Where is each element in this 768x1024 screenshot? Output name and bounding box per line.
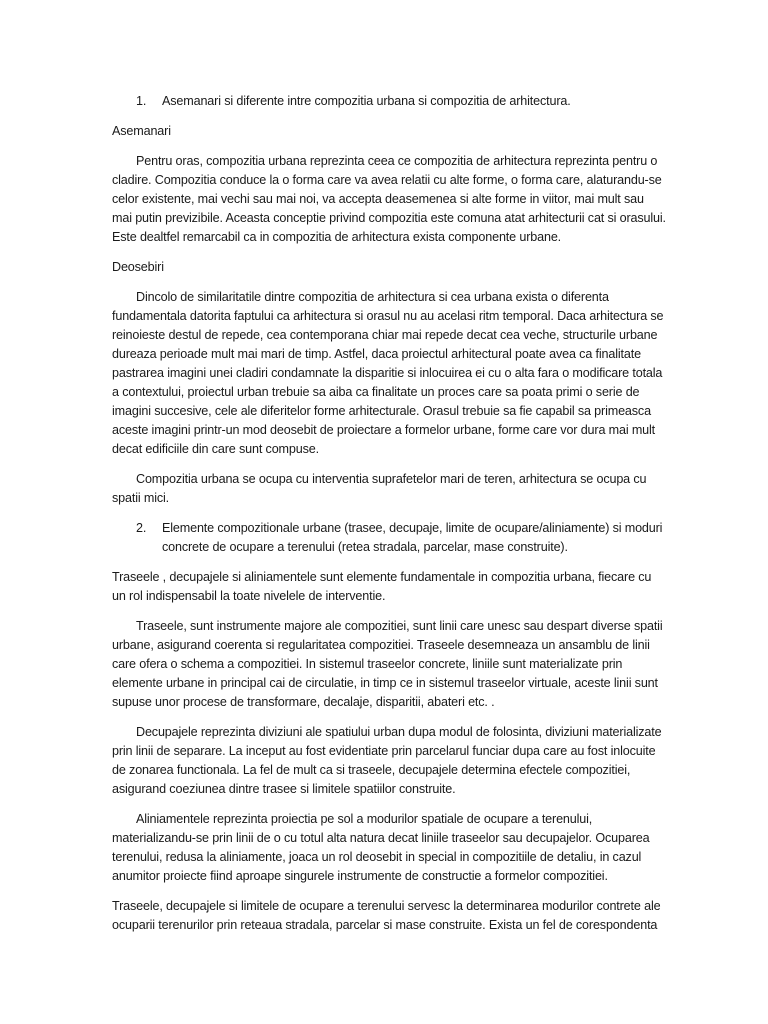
item-text: Elemente compozitionale urbane (trasee, decupaje, limite de ocupare/aliniamente) si moduri concrete de ocupare a terenului (retea stradala, parcelar, mase construite).	[162, 521, 663, 554]
paragraph-decupaje: Decupajele reprezinta diviziuni ale spatiului urban dupa modul de folosinta, diviziuni materializate prin linii de separare. La inceput au fost evidentiate prin parcelarul funciar dupa care au fost inlocuite de zonarea functionala. La fel de mult ca si traseele, decupajele determina efectele compozitiei, asigurand coeziunea dintre trasee si limitele spatiilor construite.	[112, 725, 662, 796]
numbered-item-1	[112, 92, 667, 111]
section-heading-deosebiri: Deosebiri	[112, 260, 164, 274]
item-number: 2.	[136, 521, 147, 535]
paragraph-deosebiri-1: Dincolo de similaritatile dintre compozitia de arhitectura si cea urbana exista o diferenta fundamentala datorita faptului ca arhitectura si orasul nu au acelasi ritm temporal. Daca arhitectura se reinoieste destul de repede, cea contemporana chiar mai repede decat cea veche, structurile urbane dureaza perioade mult mai mari de timp. Astfel, daca proiectul arhitectural poate avea ca finalitate pastrarea imagini unei cladiri condamnate la disparitie si inlocuirea ei cu o alta fara o modificare totala a contextului, proiectul urban trebuie sa aiba ca finalitate un proces care sa poata primi o serie de imagini succesive, cele ale diferitelor forme arhitecturale. Orasul trebuie sa fie capabil sa primeasca aceste imagini printr-un mod deosebit de proiectare a formelor urbane, forme care vor dura mai mult decat edificiile din care sunt compuse.	[112, 290, 664, 456]
paragraph-intro: Traseele , decupajele si aliniamentele sunt elemente fundamentale in compozitia urbana, fiecare cu un rol indispensabil la toate nivelele de interventie.	[112, 570, 652, 603]
item-text: Asemanari si diferente intre compozitia urbana si compozitia de arhitectura.	[162, 94, 571, 108]
section-heading-asemanari: Asemanari	[112, 124, 171, 138]
paragraph-deosebiri-2: Compozitia urbana se ocupa cu interventia suprafetelor mari de teren, arhitectura se ocupa cu spatii mici.	[112, 472, 647, 505]
item-number: 1.	[136, 94, 147, 108]
numbered-item-2	[112, 519, 667, 557]
paragraph-asemanari: Pentru oras, compozitia urbana reprezinta ceea ce compozitia de arhitectura reprezinta pentru o cladire. Compozitia conduce la o forma care va avea relatii cu alte forme, o forma care, alaturandu-se celor existente, mai vechi sau mai noi, va accepta deasemenea si alte forme in viitor, mai mult sau mai putin previzibile. Aceasta conceptie privind compozitia este comuna atat arhitecturii cat si orasului. Este dealtfel remarcabil ca in compozitia de arhitectura exista componente urbane.	[112, 154, 666, 244]
paragraph-aliniamente: Aliniamentele reprezinta proiectia pe sol a modurilor spatiale de ocupare a terenului, materializandu-se prin linii de o cu totul alta natura decat liniile traseelor sau decupajelor. Ocuparea terenului, redusa la aliniamente, joaca un rol deosebit in special in compozitiile de detaliu, in cazul anumitor proiecte fiind aproape singurele instrumente de constructie a formelor compozitiei.	[112, 812, 650, 883]
paragraph-final: Traseele, decupajele si limitele de ocupare a terenului servesc la determinarea modurilor contrete ale ocuparii terenurilor prin reteaua stradala, parcelar si mase construite. Exista un fel de corespondenta	[112, 899, 661, 932]
paragraph-trasee: Traseele, sunt instrumente majore ale compozitiei, sunt linii care unesc sau despart diverse spatii urbane, asigurand coerenta si regularitatea compozitiei. Traseele desemneaza un ansamblu de linii care ofera o schema a compozitiei. In sistemul traseelor concrete, liniile sunt materializate prin elemente urbane in principal cai de circulatie, in timp ce in sistemul traseelor virtuale, aceste linii sunt supuse unor procese de transformare, decalaje, disparitii, abateri etc. .	[112, 619, 663, 709]
document-body	[112, 92, 667, 946]
